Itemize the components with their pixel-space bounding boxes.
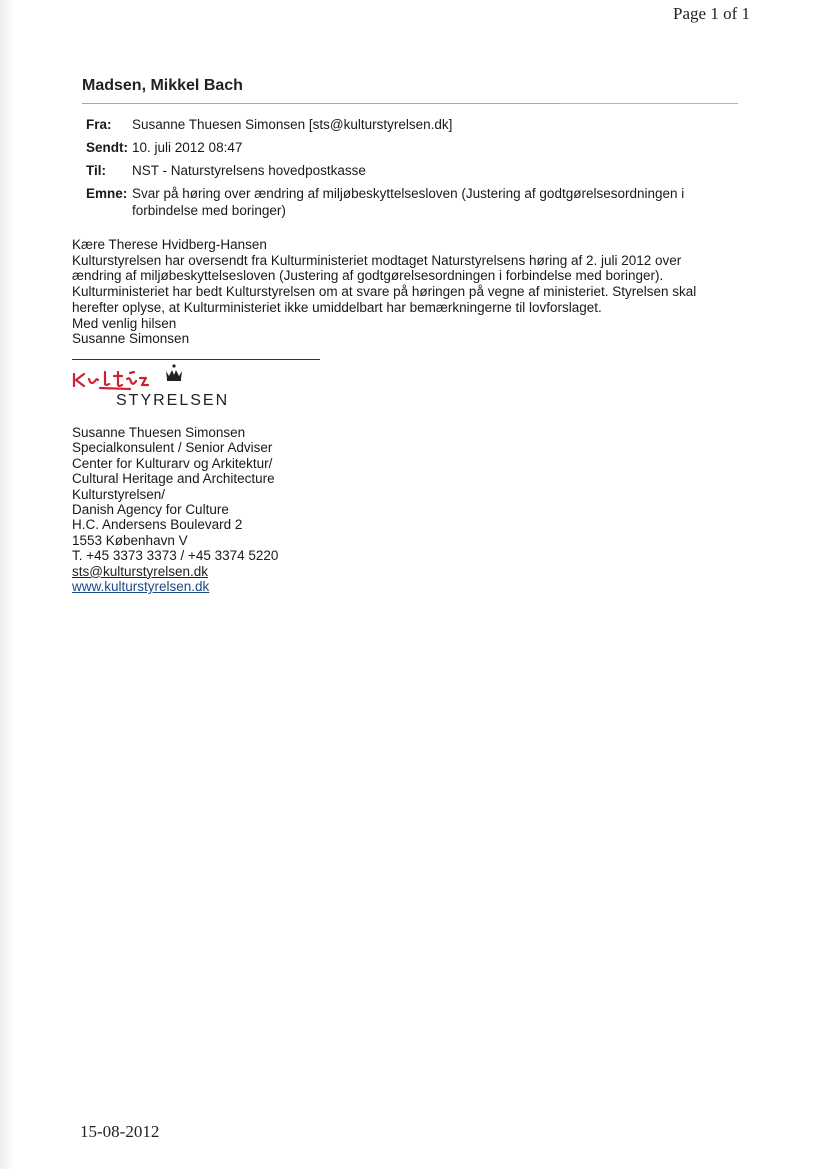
meta-label: Sendt:	[86, 140, 128, 155]
closing: Med venlig hilsen	[72, 315, 177, 331]
signature-block	[72, 425, 472, 594]
meta-to	[86, 162, 726, 179]
logo-script-mark	[70, 364, 240, 394]
page-number: Page 1 of 1	[673, 4, 750, 23]
sig-street: H.C. Andersens Boulevard 2	[72, 517, 243, 533]
meta-value: NST - Naturstyrelsens hovedpostkasse	[132, 163, 366, 178]
footer-date: 15-08-2012	[80, 1122, 160, 1141]
sig-phone: T. +45 3373 3373 / +45 3374 5220	[72, 548, 279, 564]
signature-divider	[72, 359, 320, 360]
greeting: Kære Therese Hvidberg-Hansen	[72, 237, 267, 252]
sig-website-link[interactable]: www.kulturstyrelsen.dk	[72, 579, 210, 595]
sig-email-link[interactable]: sts@kulturstyrelsen.dk	[72, 563, 208, 579]
sig-department: Cultural Heritage and Architecture	[72, 471, 275, 487]
body-line: Kulturministeriet har bedt Kulturstyrelsen om at svare på høringen på vegne af ministeriet. Styrelsen skal	[72, 284, 697, 300]
meta-label: Emne:	[86, 186, 128, 201]
meta-value: 10. juli 2012 08:47	[132, 140, 243, 155]
logo-wordmark: STYRELSEN	[116, 392, 230, 409]
sig-organization: Kulturstyrelsen/	[72, 486, 166, 502]
email-header	[86, 116, 726, 225]
meta-label: Fra:	[86, 117, 112, 132]
meta-value: Svar på høring over ændring af miljøbeskyttelsesloven (Justering af godtgørelsesordningen i forbindelse med boringer)	[132, 186, 685, 218]
sig-department: Center for Kulturarv og Arkitektur/	[72, 455, 273, 471]
crown-icon	[164, 364, 184, 382]
body-line: Kulturstyrelsen har oversendt fra Kulturministeriet modtaget Naturstyrelsens høring af 2. juli 2012 over	[72, 252, 682, 268]
signoff: Susanne Simonsen	[72, 331, 190, 347]
sig-city: 1553 København V	[72, 532, 188, 548]
meta-label: Til:	[86, 163, 106, 178]
meta-from	[86, 116, 726, 133]
sender-name: Madsen, Mikkel Bach	[82, 77, 243, 94]
kulturstyrelsen-logo	[70, 364, 240, 412]
sig-organization: Danish Agency for Culture	[72, 502, 229, 518]
meta-value: Susanne Thuesen Simonsen [sts@kulturstyrelsen.dk]	[132, 117, 453, 132]
scan-edge-shadow	[0, 0, 14, 1169]
meta-subject	[86, 185, 726, 219]
sig-title: Specialkonsulent / Senior Adviser	[72, 440, 273, 456]
header-divider-accent	[560, 103, 738, 104]
sig-name: Susanne Thuesen Simonsen	[72, 425, 246, 440]
meta-sent	[86, 139, 726, 156]
body-line: herefter oplyse, at Kulturministeriet ikke umiddelbart har bemærkningerne til lovforslaget.	[72, 299, 602, 315]
email-body	[72, 237, 732, 347]
body-line: ændring af miljøbeskyttelsesloven (Justering af godtgørelsesordningen i forbindelse med boringer).	[72, 268, 664, 284]
